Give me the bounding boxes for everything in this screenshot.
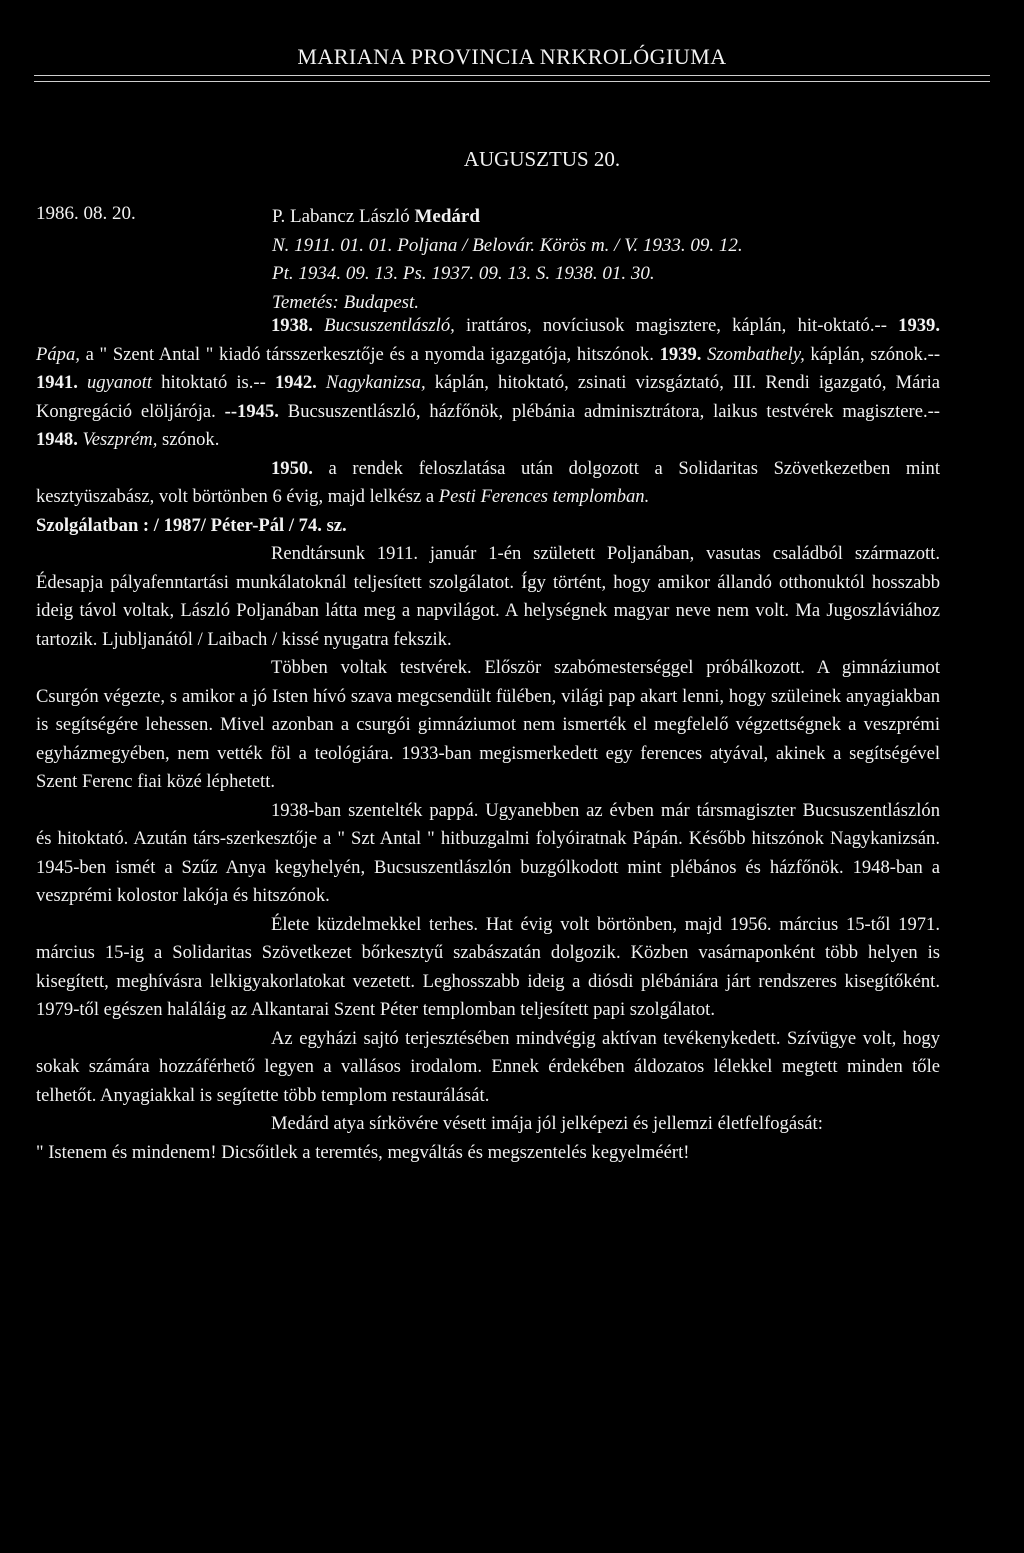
death-date: 1986. 08. 20. xyxy=(36,203,136,224)
biography-paragraph: Medárd atya sírkövére vésett imája jól jelképezi és jellemzi életfelfogását: xyxy=(271,1113,823,1134)
career-paragraph: 1938. Bucsuszentlászló, irattáros, novíciusok magisztere, káplán, hit-oktató.-- 1939. Pápa, a " Szent Antal " kiadó társszerkesztője és a nyomda igazgatója, hitszónok. 1939. Szombathely, káplán, szónok.-- 1941. ugyanott hitoktató is.-- 1942. Nagykanizsa, káplán, hitoktató, zsinati vizsgáztató, III. Rendi igazgató, Mária Kongregáció elöljárója. --1945. Bucsuszentlászló, házfőnök, plébánia adminisztrátora, laikus testvérek magisztere.-- 1948. Veszprém, szónok. xyxy=(36,315,941,450)
prayer-quote: " Istenem és mindenem! Dicsőitlek a teremtés, megváltás és megszentelés kegyelméért! xyxy=(36,1141,690,1163)
header-divider xyxy=(34,75,990,82)
biography-paragraph: Rendtársunk 1911. január 1-én született Poljanában, vasutas családból származott. Édesapja pályafenntartási munkálatoknál teljesített szolgálatot. Így történt, hogy amikor állandó otthonuktól hosszabb ideig távol voltak, László Poljanában látta meg a napvilágot. A helységnek magyar neve nem volt. Ma Jugoszláviához tartozik. Ljubljanától / Laibach / kissé nyugatra fekszik. xyxy=(36,543,940,650)
page-header-title: MARIANA PROVINCIA NRKROLÓGIUMA xyxy=(297,44,727,69)
name-prefix: P. Labancz László xyxy=(272,206,415,227)
birth-line: N. 1911. 01. 01. Poljana / Belovár. Körös m. / V. 1933. 09. 12. xyxy=(272,234,743,256)
entry-name xyxy=(272,203,743,232)
burial-line: Temetés: Budapest. xyxy=(272,291,420,313)
biography-paragraph: Élete küzdelmekkel terhes. Hat évig volt börtönben, majd 1956. március 15-től 1971. március 15-ig a Solidaritas Szövetkezet bőrkesztyű szabászatán dolgozik. Közben vasárnaponként több helyen is kisegített, meghívásra lelkigyakorlatokat vezetett. Leghosszabb ideig a diósdi plébániára járt rendszeres kisegítőként. 1979-től egészen haláláig az Alkantarai Szent Péter templomban teljesített papi szolgálatot. xyxy=(36,913,940,1020)
obituary-body xyxy=(36,312,940,1167)
biography-paragraph: Az egyházi sajtó terjesztésében mindvégig aktívan tevékenykedett. Szívügye volt, hogy sokak számára hozzáférhető legyen a vallásos irodalom. Ennek érdekében áldozatos lélekkel megtett minden tőle telhetőt. Anyagiakkal is segítette több templom restaurálását. xyxy=(36,1027,940,1106)
entry-header xyxy=(272,203,743,317)
month-heading: AUGUSZTUS 20. xyxy=(463,147,621,171)
name-religious: Medárd xyxy=(414,206,480,227)
career-1950-paragraph: 1950. a rendek feloszlatása után dolgozott a Solidaritas Szövetkezetben mint kesztyüszabász, volt börtönben 6 évig, majd lelkész a Pesti Ferences templomban. xyxy=(36,457,940,507)
biography-paragraph: Többen voltak testvérek. Először szabómesterséggel próbálkozott. A gimnáziumot Csurgón végezte, s amikor a jó Isten hívó szava megcsendült fülében, világi pap akart lenni, hogy szüleinek anyagiakban is segítségére lehessen. Mivel azonban a csurgói gimnáziumot nem ismerték el megfelelő végzettségnek a veszprémi egyházmegyében, nem vették föl a teológiára. 1933-ban megismerkedett egy ferences atyával, akinek a segítségével Szent Ferenc fiai közé léphetett. xyxy=(36,657,940,792)
biography-paragraph: 1938-ban szentelték pappá. Ugyanebben az évben már társmagiszter Bucsuszentlászlón és hitoktató. Azután társ-szerkesztője a " Szt Antal " hitbuzgalmi folyóiratnak Pápán. Később hitszónok Nagykanizsán. 1945-ben ismét a Szűz Anya kegyhelyén, Bucsuszentlászlón buzgólkodott mint plébános és házfőnök. 1948-ban a veszprémi kolostor lakója és hitszónok. xyxy=(36,799,940,906)
profession-line: Pt. 1934. 09. 13. Ps. 1937. 09. 13. S. 1938. 01. 30. xyxy=(272,263,655,284)
service-reference: Szolgálatban : / 1987/ Péter-Pál / 74. sz. xyxy=(36,514,347,536)
